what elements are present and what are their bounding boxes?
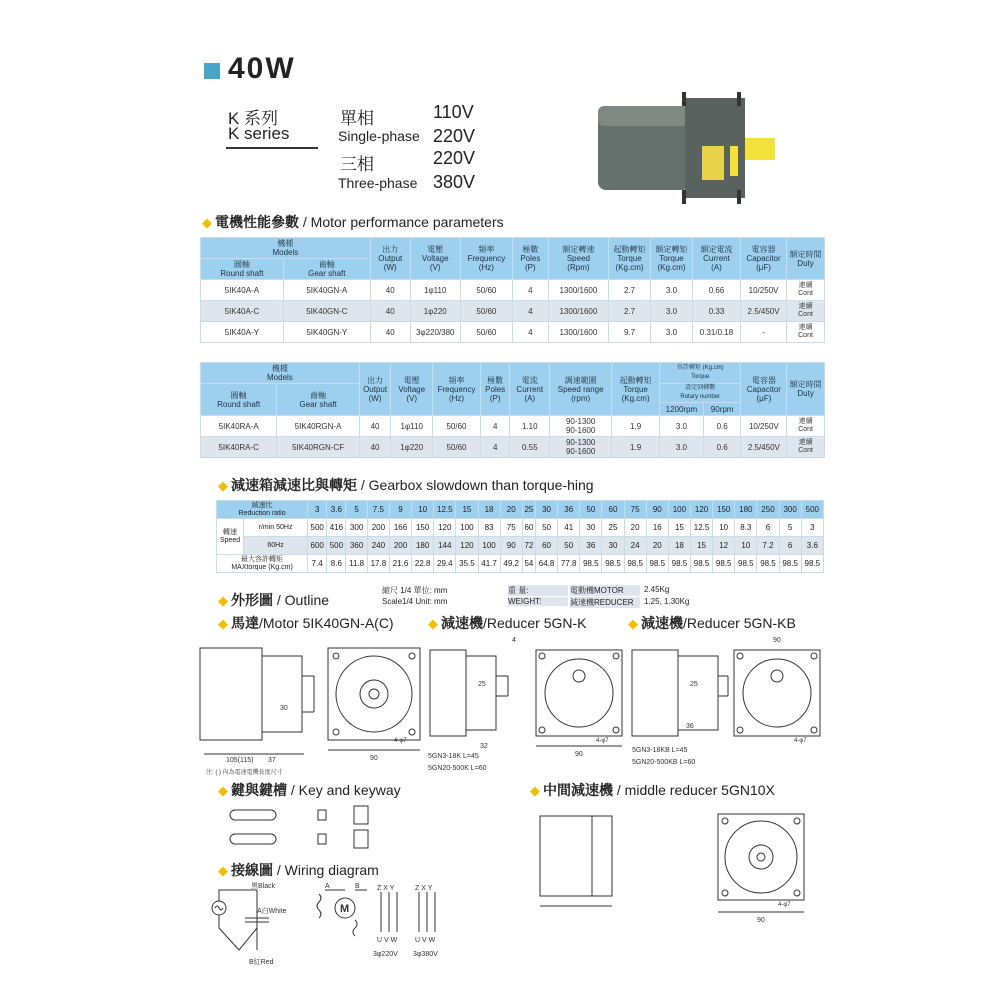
ratios-cell: 3.6 [327,501,346,519]
section-title-en: /Reducer 5GN-K [483,615,587,631]
motor-photo [590,88,800,208]
speed50-cell: 150 [412,519,434,537]
cell: 40 [359,437,391,458]
speed60-cell: 240 [367,537,389,555]
cell: 4 [480,437,510,458]
terminal-a: A [325,883,330,890]
ratios-cell: 9 [389,501,411,519]
cell: 50/60 [460,301,512,322]
series-underline [226,147,318,149]
dim-90-motor: 90 [370,755,378,762]
th-round-shaft: 圓軸 Round shaft [201,384,277,416]
cell: 連續 Cont [787,322,825,343]
weight-zh: 重 量: [508,585,568,596]
th-1200rpm: 1200rpm [660,403,704,416]
th-current: 電流 Current (A) [510,363,550,416]
speed50-cell: 16 [646,519,668,537]
cell: 90-1300 90-1600 [550,437,612,458]
ratios-cell: 18 [478,501,500,519]
three-phase-zh: 三相 [340,155,374,174]
reduction-ratio-table [216,500,824,573]
speed60-cell: 180 [412,537,434,555]
dim-90-kb-top: 90 [773,637,781,644]
section-title-zh: 減速機 [641,615,683,631]
series-zh: K 系列 [228,109,279,128]
diamond-bullet-icon: ◆ [530,783,540,798]
cell: 50/60 [460,280,512,301]
th-output: 出力 Output (W) [370,238,410,280]
dim-25-kb: 25 [690,681,698,688]
th-speed: 額定轉速 Speed (Rpm) [548,238,608,280]
section-wiring [218,860,379,880]
speed50-cell: 10 [713,519,735,537]
section-title-en: / middle reducer 5GN10X [616,782,775,798]
terminals-uvw-220: U V W [377,937,398,944]
cell: 5IK40GN-C [283,301,370,322]
voltage-110: 110V [433,102,474,122]
table-row [201,322,825,343]
th-output: 出力 Output (W) [359,363,391,416]
cell: 5IK40GN-Y [283,322,370,343]
th-capacitor: 電容器 Capacitor (μF) [741,238,787,280]
th-speed-range: 調速範圍 Speed range (rpm) [550,363,612,416]
dim-36-kb: 36 [686,723,694,730]
terminals-uvw-380: U V W [415,937,436,944]
torque-cell: 98.5 [668,555,690,573]
torque-cell: 98.5 [779,555,801,573]
cell: 90-1300 90-1600 [550,416,612,437]
three-phase-en: Three-phase [338,175,418,191]
th-poles: 極數 Poles (P) [480,363,510,416]
ratios-cell: 5 [346,501,367,519]
middle-reducer-drawing [532,800,812,930]
section-title-en: /Motor 5IK40GN-A(C) [259,615,394,631]
ratios-cell: 12.5 [434,501,456,519]
dim-4-k: 4 [512,637,516,644]
th-gear-shaft: 齒軸 Gear shaft [277,384,359,416]
cell: 0.6 [703,416,741,437]
scale-zh: 縮尺 1/4 單位: mm [382,586,448,595]
speed50-cell: 200 [367,519,389,537]
length-kb-2: 5GN20-500KB L=60 [632,759,696,766]
diamond-bullet-icon: ◆ [218,593,228,608]
reducer-weight: 1.25, 1.30Kg [644,597,690,606]
cell: 1300/1600 [548,280,608,301]
th-gear-shaft: 齒軸 Gear shaft [283,259,370,280]
th-rotary-number: 設定回轉數 Rotary number [660,384,741,403]
ratios-cell: 10 [412,501,434,519]
single-phase-en: Single-phase [338,128,420,144]
torque-cell: 41.7 [478,555,500,573]
cell: 1φ220 [410,301,460,322]
cell: 1φ110 [410,280,460,301]
speed50-cell: 30 [580,519,602,537]
section-outline [218,590,329,610]
cell: 5IK40GN-A [283,280,370,301]
section-title-en: / Key and keyway [290,782,401,798]
dim-105: 105(115) [226,757,254,764]
speed60-cell: 20 [646,537,668,555]
dim-25-k: 25 [478,681,486,688]
diamond-bullet-icon: ◆ [218,616,228,631]
cell: 4 [512,322,548,343]
cell: 連續 Cont [787,280,825,301]
reducer-k-outline-drawing [428,636,628,776]
length-kb-1: 5GN3-18KB L=45 [632,747,688,754]
voltage-220-three: 220V [433,148,476,168]
cell: 10/250V [741,280,787,301]
section-title-en: /Reducer 5GN-KB [683,615,796,631]
speed50-cell: 83 [478,519,500,537]
speed60-cell: 120 [456,537,478,555]
cell: 2.7 [609,301,651,322]
th-max-torque: 最大容許轉矩 MAXtorque (Kg.cm) [217,555,308,573]
reducer-weight-label: 減速機REDUCER [570,597,640,608]
cell: 3.0 [651,280,693,301]
speed50-cell: 50 [536,519,558,537]
cell: 0.55 [510,437,550,458]
speed60-cell: 10 [735,537,757,555]
torque-cell: 98.5 [602,555,624,573]
diamond-bullet-icon: ◆ [218,478,228,493]
section-title-zh: 鍵與鍵槽 [231,782,287,798]
cell: 5IK40RA-A [201,416,277,437]
diamond-bullet-icon: ◆ [428,616,438,631]
cell: 2.5/450V [741,437,787,458]
cell: 4 [512,280,548,301]
section-title-zh: 接線圖 [231,862,273,878]
th-models: 機種 Models [201,363,360,384]
th-voltage: 電壓 Voltage (V) [410,238,460,280]
cell: 5IK40RGN-CF [277,437,359,458]
cell: 1.9 [612,437,660,458]
speed60-cell: 7.2 [757,537,779,555]
speed50-cell: 15 [668,519,690,537]
cell: 9.7 [609,322,651,343]
ratios-cell: 150 [713,501,735,519]
torque-cell: 77.8 [558,555,580,573]
cell: 3.0 [651,301,693,322]
th-allow-torque: 容許轉矩 (Kg.cm) Torque [660,363,741,384]
cell: 0.66 [692,280,740,301]
ratios-cell: 15 [456,501,478,519]
ratios-cell: 25 [522,501,535,519]
speed60-cell: 500 [327,537,346,555]
torque-cell: 98.5 [624,555,646,573]
speed50-cell: 120 [434,519,456,537]
cell: 1.9 [612,416,660,437]
torque-cell: 49.2 [500,555,522,573]
section-title-zh: 電機性能參數 [215,214,299,230]
diamond-bullet-icon: ◆ [202,215,212,230]
cell: 50/60 [460,322,512,343]
speed60-cell: 6 [779,537,801,555]
motor-spec-table-2 [200,362,825,458]
series-en: K series [228,124,290,143]
section-reducer-kb [628,613,796,633]
ratios-cell: 250 [757,501,779,519]
label-3phase-220: 3φ220V [373,951,398,958]
torque-cell: 98.5 [735,555,757,573]
cell: 4 [512,301,548,322]
torque-cell: 7.4 [308,555,327,573]
ratios-cell: 50 [580,501,602,519]
dim-hole-k: 4-φ7 [596,738,609,744]
speed60-cell: 60 [536,537,558,555]
torque-cell: 29.4 [434,555,456,573]
wire-black: 黑Black [251,883,276,890]
speed50-cell: 100 [456,519,478,537]
th-start-torque: 起動轉矩 Torque (Kg.cm) [612,363,660,416]
ratios-cell: 30 [536,501,558,519]
torque-cell: 98.5 [713,555,735,573]
diamond-bullet-icon: ◆ [218,783,228,798]
motor-outline-drawing [196,636,426,776]
speed60-cell: 30 [602,537,624,555]
terminals-zxy-380: Z X Y [415,885,433,892]
terminal-b: B [355,883,360,890]
torque-cell: 64.8 [536,555,558,573]
speed50-cell: 3 [801,519,823,537]
speed60-cell: 360 [346,537,367,555]
speed50-cell: 416 [327,519,346,537]
th-speed: 轉速 Speed [217,519,244,555]
speed60-cell: 15 [690,537,712,555]
speed60-cell: 100 [478,537,500,555]
dim-32-k: 32 [480,743,488,750]
cell: 40 [370,301,410,322]
scale-en: Scale1/4 Unit: mm [382,597,448,606]
th-poles: 極數 Poles (P) [512,238,548,280]
speed60-cell: 3.6 [801,537,823,555]
dim-30: 30 [280,705,288,712]
torque-cell: 98.5 [757,555,779,573]
ratios-cell: 3 [308,501,327,519]
dim-hole-middle: 4-φ7 [778,902,791,908]
torque-cell: 8.6 [327,555,346,573]
section-middle-reducer [530,780,775,800]
section-motor-performance [202,212,504,232]
cell: 40 [359,416,391,437]
section-title-en: / Outline [276,592,330,608]
th-rated-torque: 額定轉矩 Torque (Kg.cm) [651,238,693,280]
dim-hole-kb: 4-φ7 [794,738,807,744]
dim-37: 37 [268,757,276,764]
single-phase-zh: 單相 [340,109,374,128]
cell: 3φ220/380 [410,322,460,343]
dim-90-k: 90 [575,751,583,758]
dim-hole-motor: 4-φ7 [394,738,407,744]
cell: 0.31/0.18 [692,322,740,343]
th-reduction-ratio: 減速比 Reduction ratio [217,501,308,519]
table-row [201,416,825,437]
motor-note: 注: ( ) 內為電速電機長度尺寸 [206,770,283,776]
wiring-diagram [205,880,455,970]
speed60-cell: 72 [522,537,535,555]
section-title-zh: 外形圖 [231,592,273,608]
torque-cell: 22.8 [412,555,434,573]
dim-90-middle: 90 [757,917,765,924]
ratios-cell: 120 [690,501,712,519]
cell: 連續 Cont [787,437,825,458]
torque-cell: 54 [522,555,535,573]
speed50-cell: 20 [624,519,646,537]
section-title-zh: 馬達 [231,615,259,631]
torque-cell: 17.8 [367,555,389,573]
cell: 連續 Cont [787,416,825,437]
cell: 2.5/450V [741,301,787,322]
section-motor-outline [218,613,394,633]
cell: 3.0 [651,322,693,343]
terminals-zxy-220: Z X Y [377,885,395,892]
ratios-cell: 90 [646,501,668,519]
th-50hz: r/min 50Hz [244,519,308,537]
torque-cell: 21.6 [389,555,411,573]
diamond-bullet-icon: ◆ [628,616,638,631]
cell: 40 [370,280,410,301]
ratios-cell: 500 [801,501,823,519]
speed50-cell: 6 [757,519,779,537]
cell: 1φ110 [391,416,433,437]
cell: 0.33 [692,301,740,322]
speed50-cell: 75 [500,519,522,537]
table-row [201,437,825,458]
voltage-380: 380V [433,172,476,192]
speed50-cell: 500 [308,519,327,537]
ratios-cell: 60 [602,501,624,519]
cell: 5IK40A-C [201,301,284,322]
cell: 0.6 [703,437,741,458]
wire-white: A白White [257,908,287,915]
reducer-kb-outline-drawing [630,636,830,776]
key-keyway-drawing [220,800,390,856]
ratios-cell: 36 [558,501,580,519]
cell: 1300/1600 [548,322,608,343]
cell: 3.0 [660,416,704,437]
ratios-cell: 75 [624,501,646,519]
section-gearbox [218,475,594,495]
section-title-zh: 減速機 [441,615,483,631]
th-60hz: 60Hz [244,537,308,555]
wire-red: B紅Red [249,959,274,966]
cell: 3.0 [660,437,704,458]
th-current: 額定電流 Current (A) [692,238,740,280]
torque-cell: 98.5 [690,555,712,573]
speed50-cell: 25 [602,519,624,537]
speed50-cell: 166 [389,519,411,537]
speed60-cell: 24 [624,537,646,555]
speed50-cell: 41 [558,519,580,537]
cell: 50/60 [433,437,481,458]
cell: - [741,322,787,343]
th-frequency: 頻率 Frequency (Hz) [433,363,481,416]
section-title-en: / Gearbox slowdown than torque-hing [360,477,594,493]
speed60-cell: 12 [713,537,735,555]
ratios-cell: 300 [779,501,801,519]
speed60-cell: 36 [580,537,602,555]
weight-en: WEIGHT: [508,597,568,606]
ratios-cell: 20 [500,501,522,519]
speed60-cell: 144 [434,537,456,555]
table-row [201,301,825,322]
length-k-1: 5GN3-18K L=45 [428,753,479,760]
section-key-keyway [218,780,401,800]
section-reducer-k [428,613,586,633]
length-k-2: 5GN20-500K L=60 [428,765,487,772]
section-title-en: / Wiring diagram [276,862,379,878]
voltage-220-single: 220V [433,126,476,146]
cell: 5IK40RGN-A [277,416,359,437]
section-title-zh: 中間減速機 [543,782,613,798]
cell: 1300/1600 [548,301,608,322]
th-90rpm: 90rpm [703,403,741,416]
motor-symbol-icon: M [340,903,350,915]
speed60-cell: 600 [308,537,327,555]
cell: 50/60 [433,416,481,437]
ratios-cell: 100 [668,501,690,519]
speed60-cell: 18 [668,537,690,555]
torque-cell: 98.5 [646,555,668,573]
cell: 連續 Cont [787,301,825,322]
th-voltage: 電壓 Voltage (V) [391,363,433,416]
section-title-en: / Motor performance parameters [302,214,504,230]
motor-weight: 2.45Kg [644,585,670,594]
th-start-torque: 起動轉矩 Torque (Kg.cm) [609,238,651,280]
th-frequency: 頻率 Frequency (Hz) [460,238,512,280]
speed50-cell: 8.3 [735,519,757,537]
cell: 10/250V [741,416,787,437]
ratios-cell: 7.5 [367,501,389,519]
cell: 40 [370,322,410,343]
diamond-bullet-icon: ◆ [218,863,228,878]
th-models: 機種 Models [201,238,371,259]
torque-cell: 98.5 [580,555,602,573]
speed50-cell: 60 [522,519,535,537]
label-3phase-380: 3φ380V [413,951,438,958]
cell: 1.10 [510,416,550,437]
cell: 1φ220 [391,437,433,458]
ratios-cell: 180 [735,501,757,519]
table-row [201,280,825,301]
th-duty: 額定時間 Duty [787,238,825,280]
cell: 4 [480,416,510,437]
speed60-cell: 90 [500,537,522,555]
speed50-cell: 300 [346,519,367,537]
th-duty: 額定時間 Duty [787,363,825,416]
section-title-zh: 減速箱減速比與轉矩 [231,477,357,493]
cell: 5IK40A-A [201,280,284,301]
cell: 5IK40RA-C [201,437,277,458]
speed60-cell: 50 [558,537,580,555]
motor-spec-table-1 [200,237,825,343]
title-square-icon [204,63,220,79]
speed50-cell: 5 [779,519,801,537]
cell: 2.7 [609,280,651,301]
cell: 5IK40A-Y [201,322,284,343]
speed60-cell: 200 [389,537,411,555]
torque-cell: 11.8 [346,555,367,573]
torque-cell: 35.5 [456,555,478,573]
motor-weight-label: 電動機MOTOR [570,585,640,596]
torque-cell: 98.5 [801,555,823,573]
th-capacitor: 電容器 Capacitor (μF) [741,363,787,416]
th-round-shaft: 圓軸 Round shaft [201,259,284,280]
speed50-cell: 12.5 [690,519,712,537]
page-title: 40W [228,52,296,85]
